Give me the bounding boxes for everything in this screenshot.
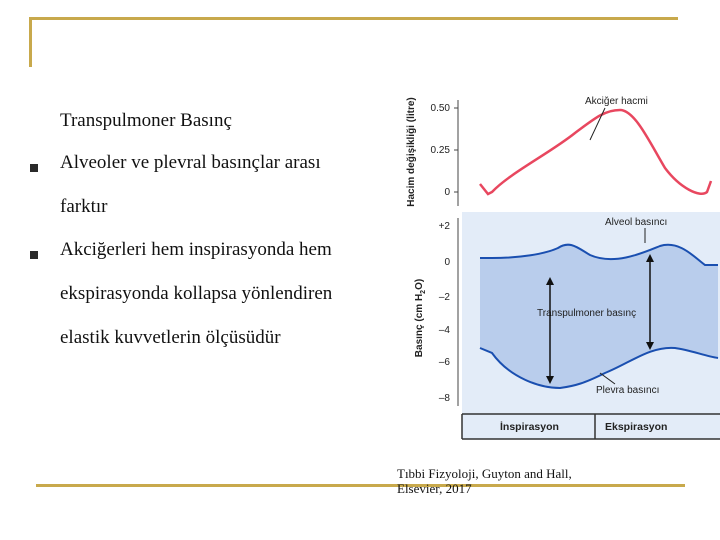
annotation-leader	[590, 108, 605, 140]
lung-volume-annotation: Akciğer hacmi	[585, 96, 648, 107]
decorative-left-rule	[29, 17, 32, 67]
bullet-marker	[30, 164, 38, 172]
lung-volume-curve	[480, 110, 711, 194]
bullet-1-line-1: Alveoler ve plevral basınçlar arası	[60, 152, 321, 173]
top-tick-label: 0.25	[430, 145, 450, 156]
citation	[397, 466, 572, 496]
decorative-bottom-rule	[36, 484, 685, 487]
bottom-tick-label: –4	[438, 325, 450, 336]
top-tick-label: 0	[444, 187, 450, 198]
citation-line-1: Tıbbi Fizyoloji, Guyton and Hall,	[397, 466, 572, 481]
bullet-2-line-3: elastik kuvvetlerin ölçüsüdür	[60, 327, 281, 348]
transpulmonary-pressure-annotation: Transpulmoner basınç	[537, 308, 637, 319]
bullet-2-line-1: Akciğerleri hem inspirasyonda hem	[60, 239, 332, 260]
top-tick-label: 0.50	[430, 103, 450, 114]
bottom-tick-label: –6	[438, 357, 450, 368]
citation-line-2: Elsevier, 2017	[397, 481, 472, 496]
bottom-tick-label: –2	[438, 292, 450, 303]
bullet-2-line-2: ekspirasyonda kollapsa yönlendiren	[60, 283, 333, 304]
phase-label-inspiration: İnspirasyon	[500, 421, 559, 433]
bullet-1-line-2: farktır	[60, 196, 108, 217]
slide-heading: Transpulmoner Basınç	[60, 110, 232, 131]
pleural-pressure-annotation: Plevra basıncı	[596, 385, 660, 396]
alveolar-pressure-annotation: Alveol basıncı	[605, 217, 668, 228]
decorative-top-rule	[29, 17, 678, 20]
bottom-y-axis-label: Basınç (cm $H_2O$)	[414, 278, 427, 358]
bottom-tick-label: –8	[438, 393, 450, 404]
bullet-marker	[30, 251, 38, 259]
bottom-tick-label: +2	[438, 221, 450, 232]
phase-label-expiration: Ekspirasyon	[605, 421, 668, 433]
bottom-tick-label: 0	[444, 257, 450, 268]
pressure-volume-figure	[400, 88, 720, 443]
top-y-axis-label: Hacim değişikliği (litre)	[406, 97, 417, 207]
